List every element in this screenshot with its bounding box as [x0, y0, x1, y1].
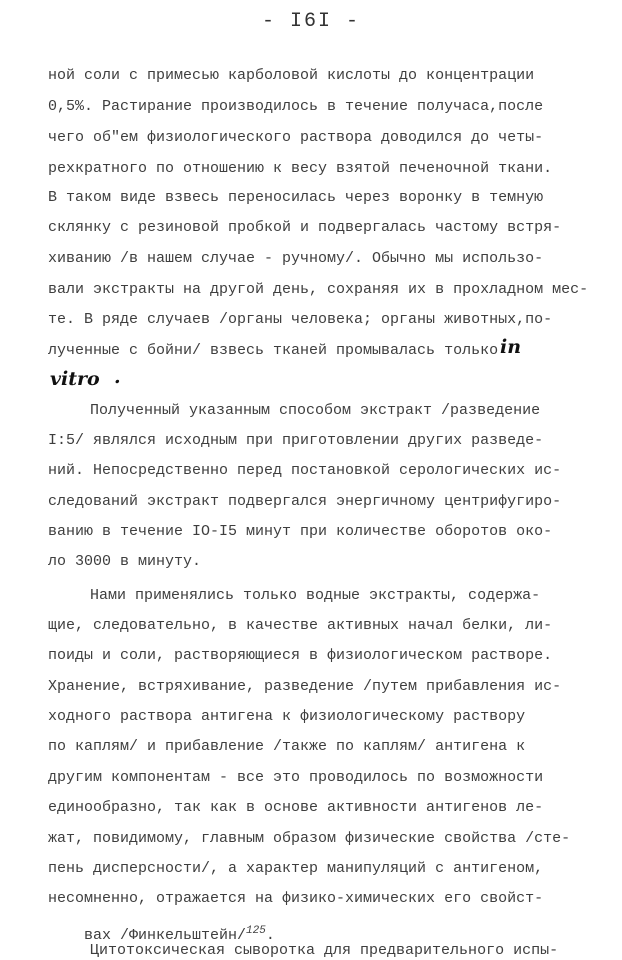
text-line: следований экстракт подвергался энергичному центрифугиро-	[48, 493, 562, 510]
reference-period: .	[265, 927, 275, 944]
text-line: ний. Непосредственно перед постановкой серологических ис-	[48, 462, 562, 479]
text-line: хиванию /в нашем случае - ручному/. Обычно мы использо-	[48, 250, 544, 267]
text-line: лученные с бойни/ взвесь тканей промывалась только	[48, 342, 499, 359]
reference-number: 125	[246, 925, 266, 937]
text-line: жат, повидимому, главным образом физические свойства /сте-	[48, 830, 571, 847]
text-line: ванию в течение IO-I5 минут при количестве оборотов око-	[48, 523, 553, 540]
text-line: по каплям/ и прибавление /также по каплям/ антигена к	[48, 738, 526, 755]
text-line: Хранение, встряхивание, разведение /путем прибавления ис-	[48, 678, 562, 695]
page-number: - I6I -	[261, 10, 360, 33]
text-line: другим компонентам - все это проводилось по возможности	[48, 769, 544, 786]
text-line: единообразно, так как в основе активности антигенов ле-	[48, 799, 544, 816]
text-line: вали экстракты на другой день, сохраняя их в прохладном мес-	[48, 281, 589, 298]
text-line: несомненно, отражается на физико-химических его свойст-	[48, 890, 544, 907]
text-line: склянку с резиновой пробкой и подвергалась частому встря-	[48, 219, 562, 236]
text-line: щие, следовательно, в качестве активных начал белки, ли-	[48, 617, 553, 634]
handwritten-in: in	[500, 336, 522, 358]
handwritten-period: .	[114, 366, 121, 388]
text-line: В таком виде взвесь переносилась через воронку в темную	[48, 189, 544, 206]
text-line: те. В ряде случаев /органы человека; органы животных,по-	[48, 311, 553, 328]
text-line: ходного раствора антигена к физиологическому раствору	[48, 708, 526, 725]
text-line: пень дисперсности/, а характер манипуляций с антигеном,	[48, 860, 544, 877]
text-fragment: вах /Финкельштейн/	[84, 927, 247, 944]
text-line: ло 3000 в минуту.	[48, 553, 202, 570]
text-line: Цитотоксическая сыворотка для предварительного испы-	[90, 942, 559, 959]
handwritten-vitro: vitro	[50, 368, 100, 390]
text-line: ной соли с примесью карболовой кислоты до концентрации	[48, 67, 535, 84]
text-line: чего об"ем физиологического раствора доводился до четы-	[48, 129, 544, 146]
text-line: I:5/ являлся исходным при приготовлении других разведе-	[48, 432, 544, 449]
text-line: поиды и соли, растворяющиеся в физиологическом растворе.	[48, 647, 553, 664]
text-line: Нами применялись только водные экстракты, содержа-	[90, 587, 541, 604]
text-line: 0,5%. Растирание производилось в течение получаса,после	[48, 98, 544, 115]
text-line: рехкратного по отношению к весу взятой печеночной ткани.	[48, 160, 553, 177]
text-line: Полученный указанным способом экстракт /разведение	[90, 402, 541, 419]
